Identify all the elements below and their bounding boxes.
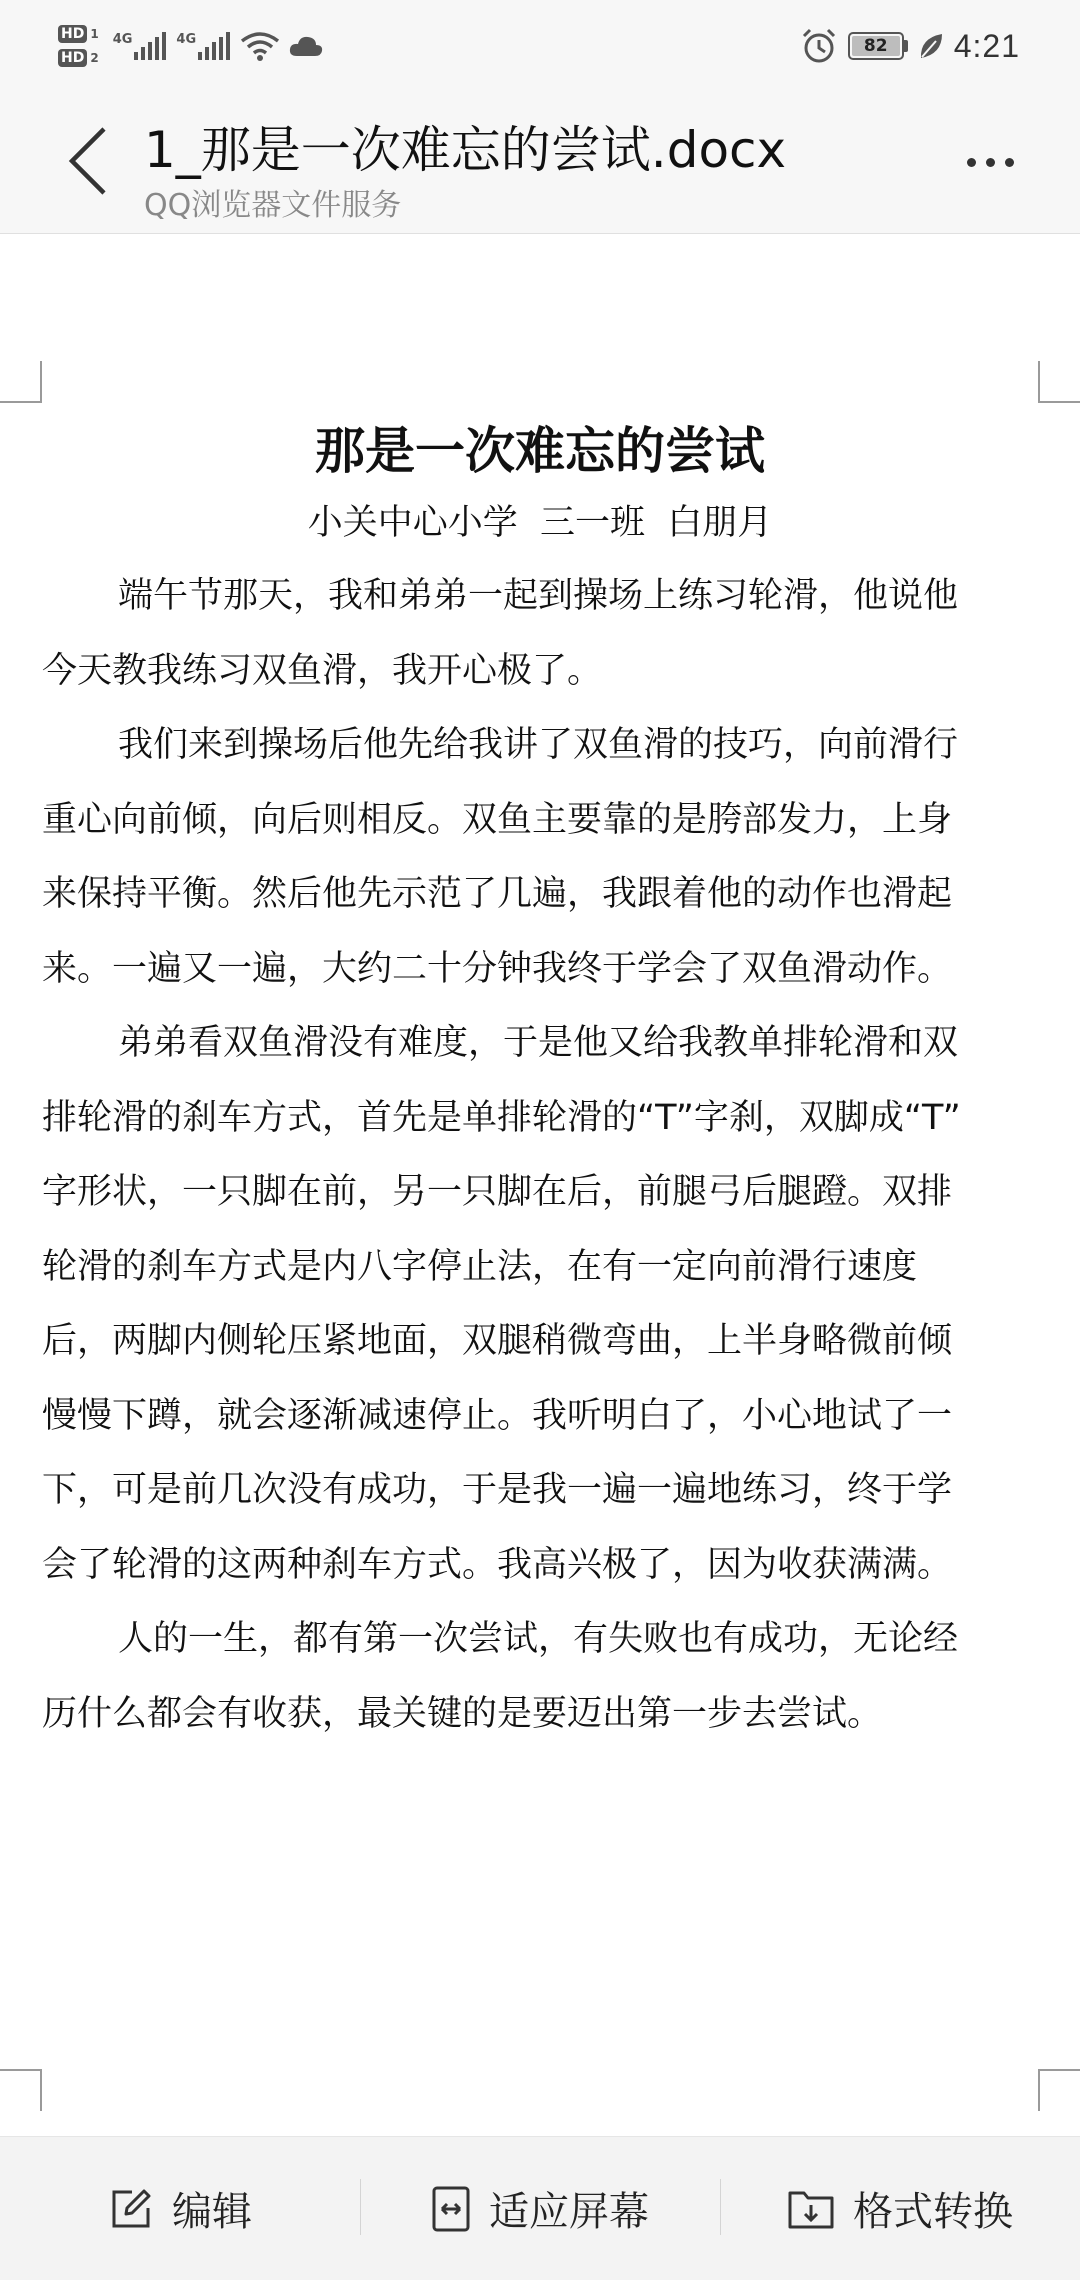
hd1-badge	[58, 25, 99, 43]
status-bar-right	[800, 14, 1020, 78]
format-convert-button[interactable]	[720, 2137, 1080, 2280]
edit-label: 编辑	[172, 2189, 252, 2235]
network-type-1: 4G	[112, 32, 133, 47]
hd1-icon: HD	[58, 25, 87, 43]
leaf-icon	[918, 32, 944, 60]
edit-icon	[108, 2186, 154, 2232]
crop-mark-top-right	[1038, 361, 1080, 403]
alarm-icon	[800, 27, 838, 65]
more-options-button[interactable]	[950, 132, 1030, 192]
hd2-number: 2	[90, 51, 99, 65]
text-line: 慢慢下蹲，就会逐渐减速停止。我听明白了，小心地试了一	[42, 1395, 953, 1436]
wifi-icon	[240, 30, 280, 62]
format-convert-label: 格式转换	[853, 2189, 1013, 2235]
bottom-toolbar	[0, 2136, 1080, 2280]
essay-title: 那是一次难忘的尝试	[315, 422, 765, 480]
text-line: 弟弟看双鱼滑没有难度，于是他又给我教单排轮滑和双	[118, 1023, 959, 1063]
battery-level: 82	[852, 36, 900, 56]
clock-time: 4:21	[953, 27, 1020, 64]
text-line: 字形状，一只脚在前，另一只脚在后，前腿弓后腿蹬。双排	[42, 1172, 953, 1212]
text-line: 排轮滑的刹车方式，首先是单排轮滑的“T”字刹，双脚成“T”	[42, 1097, 961, 1138]
text-line: 我们来到操场后他先给我讲了双鱼滑的技巧，向前滑行	[118, 725, 959, 765]
edit-button[interactable]	[0, 2137, 360, 2280]
fit-width-icon	[431, 2185, 471, 2233]
crop-mark-bottom-right	[1038, 2069, 1080, 2111]
text-line: 人的一生，都有第一次尝试，有失败也有成功，无论经	[118, 1619, 959, 1659]
status-bar	[0, 0, 1080, 88]
hd-indicators	[58, 25, 99, 67]
network-type-2: 4G	[176, 32, 197, 47]
hd1-number: 1	[90, 27, 99, 41]
title-bar	[0, 88, 1080, 234]
text-line: 历什么都会有收获，最关键的是要迈出第一步去尝试。	[42, 1693, 883, 1734]
hd2-icon: HD	[58, 49, 87, 67]
text-line: 来。一遍又一遍，大约二十分钟我终于学会了双鱼滑动作。	[42, 948, 953, 989]
document-filename: 1_那是一次难忘的尝试.docx	[144, 121, 787, 179]
text-line: 来保持平衡。然后他先示范了几遍，我跟着他的动作也滑起	[42, 874, 953, 914]
document-source: QQ浏览器文件服务	[144, 188, 402, 223]
text-line: 端午节那天，我和弟弟一起到操场上练习轮滑，他说他	[118, 576, 959, 616]
document-page[interactable]	[0, 235, 1080, 2135]
essay-author: 小关中心小学 三一班 白朋月	[307, 503, 773, 543]
folder-download-icon	[787, 2187, 835, 2231]
text-line: 重心向前倾，向后则相反。双鱼主要靠的是胯部发力，上身	[42, 799, 953, 840]
back-button[interactable]	[58, 116, 118, 206]
hd2-badge	[58, 49, 99, 67]
more-dot-icon	[967, 158, 976, 167]
text-line: 会了轮滑的这两种刹车方式。我高兴极了，因为收获满满。	[42, 1544, 953, 1585]
battery-icon	[848, 32, 908, 60]
fit-screen-button[interactable]	[360, 2137, 720, 2280]
signal-bars-2-icon	[198, 32, 230, 60]
text-line: 后，两脚内侧轮压紧地面，双腿稍微弯曲，上半身略微前倾	[42, 1321, 953, 1361]
signal-2	[176, 32, 230, 60]
cloud-icon	[288, 34, 324, 58]
text-line: 今天教我练习双鱼滑，我开心极了。	[42, 650, 603, 691]
text-line: 轮滑的刹车方式是内八字停止法，在有一定向前滑行速度	[42, 1246, 918, 1287]
more-dot-icon	[1005, 158, 1014, 167]
signal-bars-1-icon	[134, 32, 166, 60]
more-dot-icon	[986, 158, 995, 167]
back-arrow-icon	[66, 125, 110, 197]
essay-body	[42, 559, 1034, 1751]
text-line: 下，可是前几次没有成功，于是我一遍一遍地练习，终于学	[42, 1470, 953, 1510]
fit-screen-label: 适应屏幕	[489, 2189, 649, 2235]
crop-mark-top-left	[0, 361, 42, 403]
status-bar-left	[58, 14, 332, 78]
crop-mark-bottom-left	[0, 2069, 42, 2111]
signal-1	[113, 32, 167, 60]
